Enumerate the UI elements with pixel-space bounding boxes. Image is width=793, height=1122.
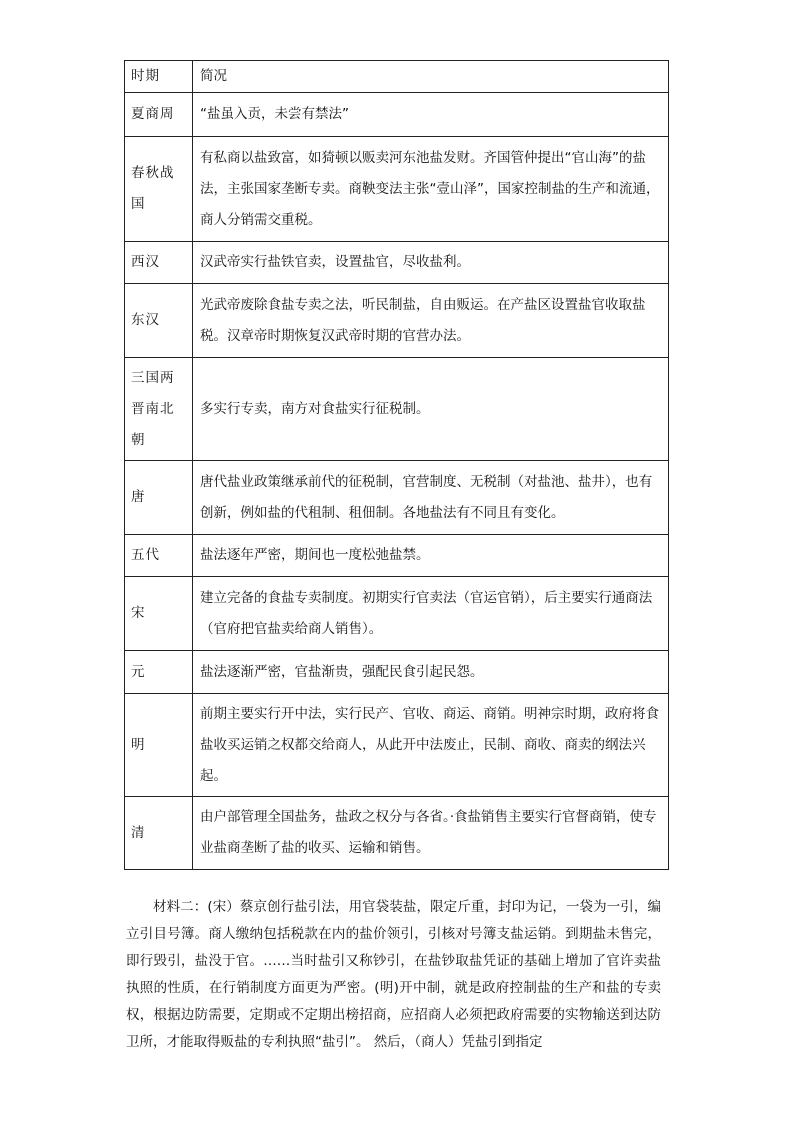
summary-cell: 由户部管理全国盐务，盐政之权分与各省。·食盐销售主要实行官督商销，使专业盐商垄断了盐的收买、运输和销售。 bbox=[193, 797, 669, 870]
table-row bbox=[125, 242, 669, 284]
summary-cell: “盐虽入贡，未尝有禁法” bbox=[193, 93, 669, 137]
table-row bbox=[125, 797, 669, 870]
table-row bbox=[125, 137, 669, 242]
period-cell: 五代 bbox=[125, 535, 193, 577]
salt-history-table bbox=[124, 60, 669, 870]
period-cell: 夏商周 bbox=[125, 93, 193, 137]
period-cell: 宋 bbox=[125, 577, 193, 651]
material-two-paragraph: 材料二：(宋）蔡京创行盐引法，用官袋装盐，限定斤重，封印为记，一袋为一引，编立引目号簿。商人缴纳包括税款在内的盐价领引，引核对号簿支盐运销。到期盐未售完，即行毁引，盐没于官。……当时盐引又称钞引，在盐钞取盐凭证的基础上增加了官许卖盐执照的性质，在行销制度方面更为严密。(明)开中制，就是政府控制盐的生产和盐的专卖权，根据边防需要，定期或不定期出榜招商，应招商人必须把政府需要的实物输送到达防卫所，才能取得贩盐的专利执照“盐引”。 然后，（商人）凭盐引到指定 bbox=[126, 898, 661, 1050]
table-row bbox=[125, 577, 669, 651]
period-cell: 三国两晋南北朝 bbox=[125, 358, 193, 461]
summary-cell: 盐法逐年严密，期间也一度松弛盐禁。 bbox=[193, 535, 669, 577]
summary-cell: 前期主要实行开中法，实行民产、官收、商运、商销。明神宗时期，政府将食盐收买运销之权都交给商人，从此开中法废止，民制、商收、商卖的纲法兴起。 bbox=[193, 694, 669, 797]
period-cell: 清 bbox=[125, 797, 193, 870]
period-cell: 唐 bbox=[125, 461, 193, 535]
summary-cell: 建立完备的食盐专卖制度。初期实行官卖法（官运官销），后主要实行通商法（官府把官盐卖给商人销售）。 bbox=[193, 577, 669, 651]
header-summary: 简况 bbox=[193, 61, 669, 93]
summary-cell: 多实行专卖，南方对食盐实行征税制。 bbox=[193, 358, 669, 461]
table-row bbox=[125, 651, 669, 694]
table-row bbox=[125, 358, 669, 461]
summary-cell: 盐法逐渐严密，官盐渐贵，强配民食引起民怨。 bbox=[193, 651, 669, 694]
table-row bbox=[125, 284, 669, 358]
summary-cell: 有私商以盐致富，如猗顿以贩卖河东池盐发财。齐国管仲提出“官山海”的盐法，主张国家垄断专卖。商鞅变法主张“壹山泽”，国家控制盐的生产和流通，商人分销需交重税。 bbox=[193, 137, 669, 242]
period-cell: 西汉 bbox=[125, 242, 193, 284]
period-cell: 元 bbox=[125, 651, 193, 694]
table-row bbox=[125, 461, 669, 535]
summary-cell: 唐代盐业政策继承前代的征税制，官营制度、无税制（对盐池、盐井），也有创新，例如盐的代租制、租佃制。各地盐法有不同且有变化。 bbox=[193, 461, 669, 535]
period-cell: 春秋战国 bbox=[125, 137, 193, 242]
period-cell: 东汉 bbox=[125, 284, 193, 358]
table-row bbox=[125, 535, 669, 577]
summary-cell: 汉武帝实行盐铁官卖，设置盐官，尽收盐利。 bbox=[193, 242, 669, 284]
table-row bbox=[125, 694, 669, 797]
table-header-row bbox=[125, 61, 669, 93]
table-row bbox=[125, 93, 669, 137]
header-period: 时期 bbox=[125, 61, 193, 93]
summary-cell: 光武帝废除食盐专卖之法，听民制盐，自由贩运。在产盐区设置盐官收取盐税。汉章帝时期恢复汉武帝时期的官营办法。 bbox=[193, 284, 669, 358]
period-cell: 明 bbox=[125, 694, 193, 797]
